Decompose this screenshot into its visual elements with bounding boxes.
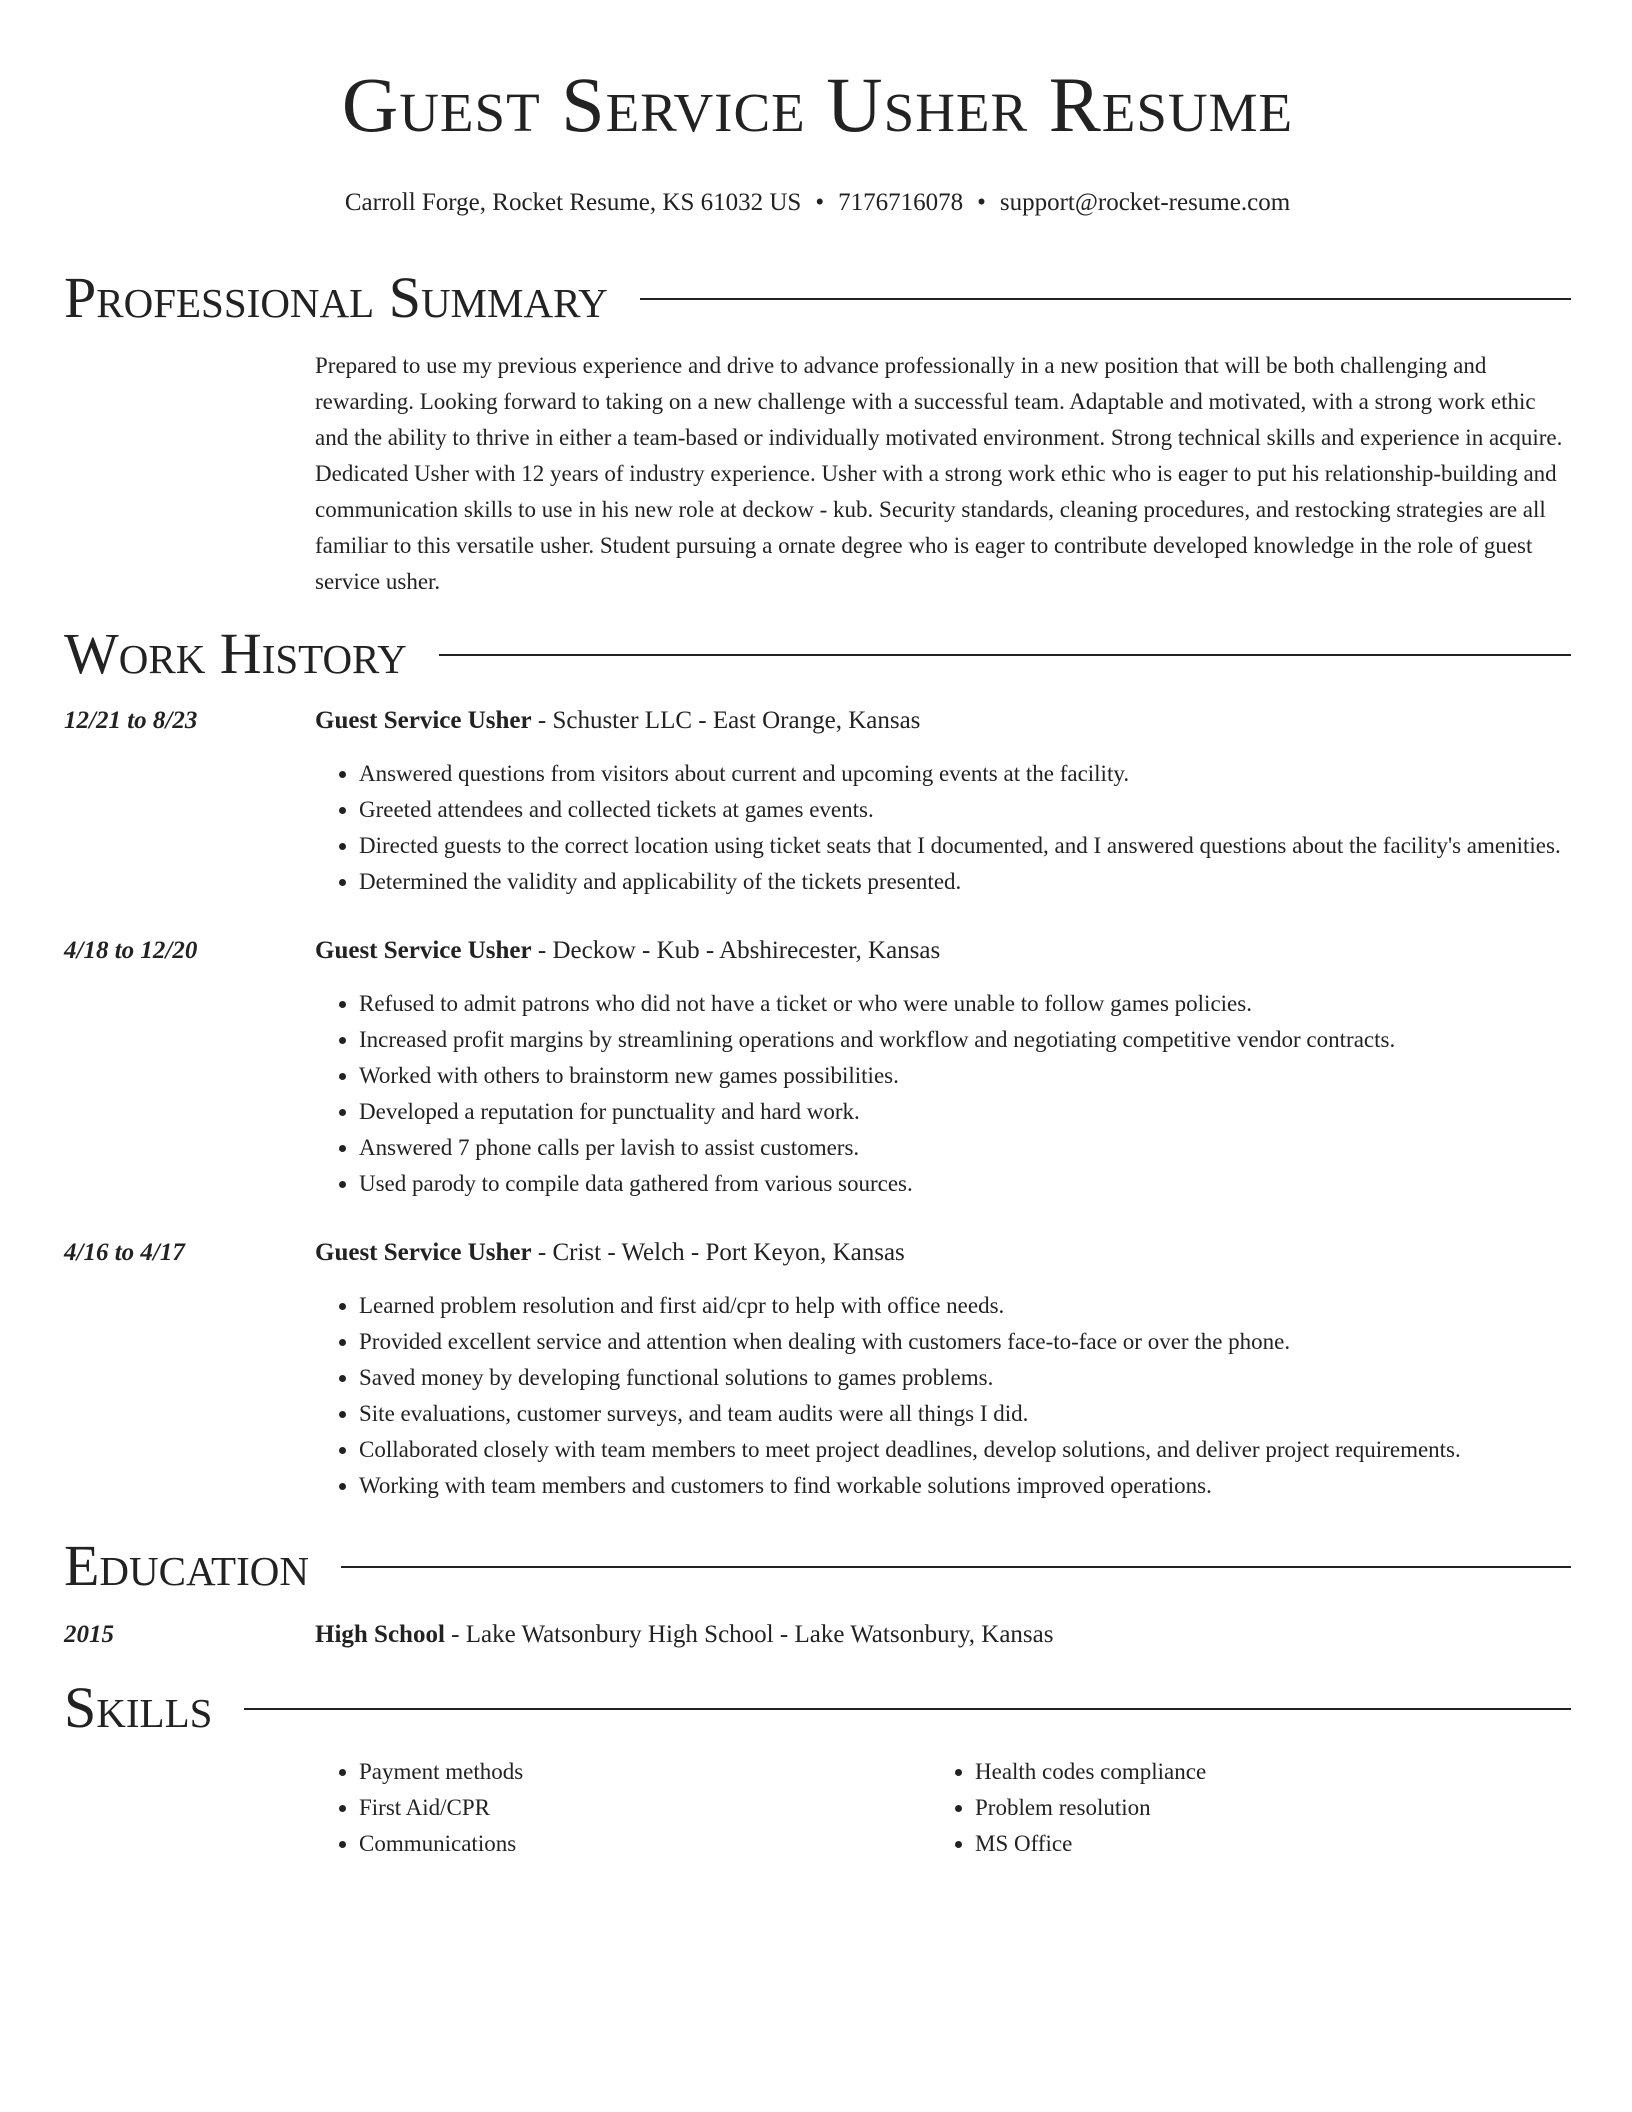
job-bullet: • Saved money by developing functional solutions to games problems. <box>359 1360 1571 1396</box>
job-bullets <box>315 1288 1571 1504</box>
job-bullet: • Used parody to compile data gathered from various sources. <box>359 1166 1571 1202</box>
education-degree: High School <box>315 1621 445 1648</box>
job-dates: 4/16 to 4/17 <box>64 1239 185 1266</box>
contact-line <box>64 186 1571 220</box>
section-divider <box>640 298 1571 300</box>
job-bullet: • Collaborated closely with team members to meet project deadlines, develop solutions, and deliver project requirements. <box>359 1432 1571 1468</box>
contact-separator: • <box>815 189 825 216</box>
job-bullet: • Directed guests to the correct location using ticket seats that I documented, and I answered questions about the facility's amenities. <box>359 828 1571 864</box>
job-line <box>315 704 1571 738</box>
skill-item: • First Aid/CPR <box>359 1790 931 1826</box>
skills-column-right <box>931 1754 1547 1862</box>
education-year: 2015 <box>64 1621 114 1648</box>
section-divider <box>244 1708 1571 1710</box>
job-bullet: • Greeted attendees and collected tickets at games events. <box>359 792 1571 828</box>
work-section-header <box>64 620 1571 688</box>
job-bullet: • Developed a reputation for punctuality and hard work. <box>359 1094 1571 1130</box>
summary-heading: Professional Summary <box>64 265 608 330</box>
job-bullet: • Provided excellent service and attention when dealing with customers face-to-face or over the phone. <box>359 1324 1571 1360</box>
job-bullets <box>315 756 1571 900</box>
job-details: - Schuster LLC - East Orange, Kansas <box>531 707 921 734</box>
job-entry <box>64 1236 1571 1504</box>
job-details: - Deckow - Kub - Abshirecester, Kansas <box>531 937 941 964</box>
job-bullet: • Site evaluations, customer surveys, and team audits were all things I did. <box>359 1396 1571 1432</box>
contact-phone: 7176716078 <box>838 189 964 216</box>
job-bullet: • Refused to admit patrons who did not have a ticket or who were unable to follow games policies. <box>359 986 1571 1022</box>
education-entry <box>64 1618 1571 1652</box>
job-details: - Crist - Welch - Port Keyon, Kansas <box>531 1239 905 1266</box>
job-bullet: • Increased profit margins by streamlining operations and workflow and negotiating competitive vendor contracts. <box>359 1022 1571 1058</box>
job-bullets <box>315 986 1571 1202</box>
job-bullet: • Worked with others to brainstorm new games possibilities. <box>359 1058 1571 1094</box>
job-dates: 12/21 to 8/23 <box>64 707 198 734</box>
job-bullet: • Determined the validity and applicability of the tickets presented. <box>359 864 1571 900</box>
skills-column-left <box>315 1754 931 1862</box>
job-entry <box>64 704 1571 900</box>
job-bullet: • Working with team members and customers to find workable solutions improved operations. <box>359 1468 1571 1504</box>
contact-address: Carroll Forge, Rocket Resume, KS 61032 US <box>344 189 802 216</box>
resume-page <box>64 0 1571 1862</box>
job-bullet: • Answered 7 phone calls per lavish to assist customers. <box>359 1130 1571 1166</box>
job-dates: 4/18 to 12/20 <box>64 937 198 964</box>
summary-text: Prepared to use my previous experience and drive to advance professionally in a new position that will be both challenging and rewarding. Looking forward to taking on a new challenge with a successful team. Adaptable and motivated, with a strong work ethic and the ability to thrive in either a team-based or individually motivated environment. Strong technical skills and experience in acquire. Dedicated Usher with 12 years of industry experience. Usher with a strong work ethic who is eager to put his relationship-building and communication skills to use in his new role at deckow - kub. Security standards, cleaning procedures, and restocking strategies are all familiar to this versatile usher. Student pursuing a ornate degree who is eager to contribute developed knowledge in the role of guest service usher. <box>315 353 1563 594</box>
education-heading: Education <box>64 1533 309 1598</box>
skill-item: • Payment methods <box>359 1754 931 1790</box>
section-divider <box>439 654 1571 656</box>
job-bullet: • Answered questions from visitors about current and upcoming events at the facility. <box>359 756 1571 792</box>
education-line <box>315 1618 1054 1652</box>
job-line <box>315 1236 1571 1270</box>
job-bullet: • Learned problem resolution and first aid/cpr to help with office needs. <box>359 1288 1571 1324</box>
summary-section-header <box>64 264 1571 332</box>
skill-item: • Health codes compliance <box>975 1754 1547 1790</box>
education-section-header <box>64 1532 1571 1600</box>
contact-separator: • <box>977 189 986 216</box>
job-title: Guest Service Usher <box>315 1239 532 1266</box>
job-line <box>315 934 1571 968</box>
resume-title: Guest Service Usher Resume <box>341 61 1294 148</box>
job-entry <box>64 934 1571 1202</box>
contact-email: support@rocket-resume.com <box>999 189 1291 216</box>
work-heading: Work History <box>64 621 407 686</box>
section-divider <box>341 1566 1571 1568</box>
education-details: - Lake Watsonbury High School - Lake Watsonbury, Kansas <box>444 1621 1054 1648</box>
skills-list <box>315 1754 1571 1862</box>
skill-item: • MS Office <box>975 1826 1547 1862</box>
skill-item: • Communications <box>359 1826 931 1862</box>
job-title: Guest Service Usher <box>315 707 532 734</box>
skills-section-header <box>64 1674 1571 1742</box>
skill-item: • Problem resolution <box>975 1790 1547 1826</box>
job-title: Guest Service Usher <box>315 937 532 964</box>
skills-heading: Skills <box>64 1675 213 1740</box>
